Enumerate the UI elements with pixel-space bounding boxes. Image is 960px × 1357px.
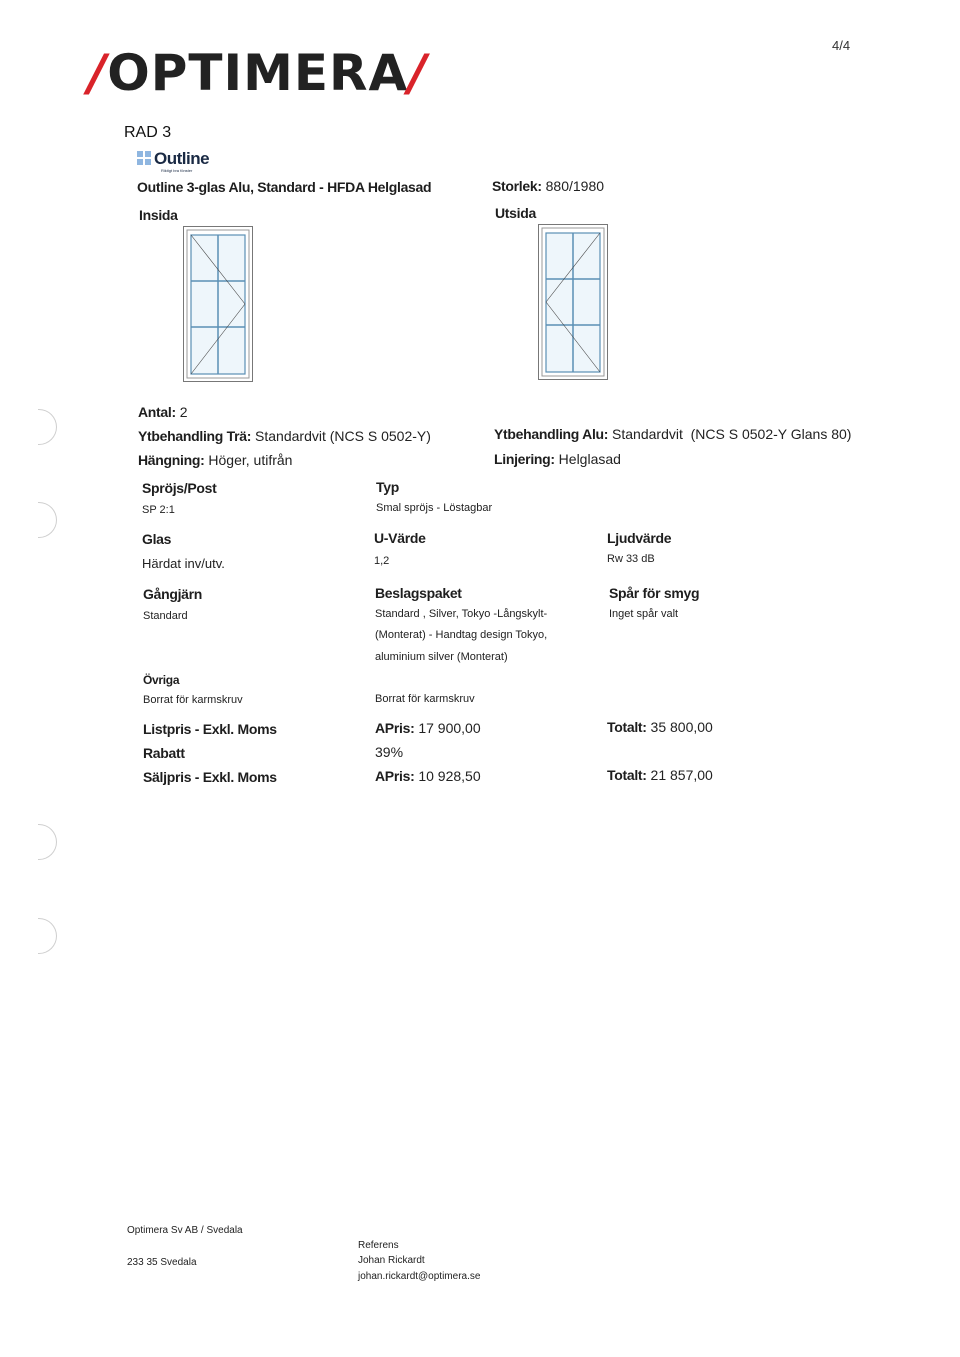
alu-finish-label: Ytbehandling Alu: (494, 426, 609, 442)
brand-tagline: Riktigt bra fönster (161, 168, 193, 173)
sale-unit-price (375, 768, 481, 784)
sound-value: Rw 33 dB (607, 553, 655, 565)
outline-brand-icon (137, 151, 151, 165)
list-total (607, 719, 713, 735)
window-drawing-outside (538, 224, 608, 380)
quantity-field (138, 404, 188, 420)
wood-finish-label: Ytbehandling Trä: (138, 428, 252, 444)
list-total-label: Totalt: (607, 719, 647, 735)
glass-label: Glas (142, 531, 172, 547)
size-value: 880/1980 (545, 178, 605, 194)
lining-label: Linjering: (494, 451, 555, 467)
hinging-label: Hängning: (138, 452, 205, 468)
optimera-logo (88, 44, 428, 102)
muntin-value: SP 2:1 (142, 504, 175, 516)
sale-total (607, 767, 713, 783)
list-unit-label: APris: (375, 720, 415, 736)
hinge-value: Standard (143, 610, 188, 622)
lining-value: Helglasad (558, 451, 621, 467)
list-price-label: Listpris - Exkl. Moms (143, 721, 277, 737)
sale-unit-label: APris: (375, 768, 415, 784)
sound-label: Ljudvärde (607, 530, 672, 546)
footer-reference-name: Johan Rickardt (358, 1255, 425, 1266)
quantity-value: 2 (179, 404, 188, 420)
hardware-label: Beslagspaket (375, 585, 462, 601)
other-value-2: Borrat för karmskruv (375, 693, 475, 705)
quantity-label: Antal: (138, 404, 176, 420)
brand-name: Outline (154, 149, 210, 168)
sale-price-label: Säljpris - Exkl. Moms (143, 769, 277, 785)
other-label: Övriga (143, 673, 180, 687)
logo-text: OPTIMERA (107, 44, 409, 102)
list-unit-value: 17 900,00 (418, 720, 481, 736)
other-value: Borrat för karmskruv (143, 694, 243, 706)
sale-total-label: Totalt: (607, 767, 647, 783)
wood-finish-field (138, 428, 431, 444)
hardware-line-3: aluminium silver (Monterat) (375, 651, 508, 663)
alu-finish-field (494, 426, 851, 442)
hinging-field (138, 452, 292, 468)
type-value: Smal spröjs - Löstagbar (376, 502, 493, 514)
list-total-value: 35 800,00 (650, 719, 713, 735)
hinge-label: Gångjärn (143, 586, 203, 602)
discount-value: 39% (375, 744, 404, 760)
inside-label: Insida (139, 207, 178, 223)
footer-company: Optimera Sv AB / Svedala (127, 1225, 243, 1236)
binder-hole (38, 409, 57, 445)
logo-slash-right: / (408, 44, 428, 102)
sale-total-value: 21 857,00 (650, 767, 713, 783)
size-label: Storlek: (492, 178, 542, 194)
size-field (492, 178, 604, 194)
discount-label: Rabatt (143, 745, 185, 761)
hardware-line-2: (Monterat) - Handtag design Tokyo, (375, 629, 548, 641)
binder-hole (38, 824, 57, 860)
sale-unit-value: 10 928,50 (418, 768, 481, 784)
logo-slash-left: / (88, 44, 108, 102)
list-unit-price (375, 720, 481, 736)
hardware-line-1: Standard , Silver, Tokyo -Långskylt- (375, 608, 548, 620)
wood-finish-value: Standardvit (NCS S 0502-Y) (255, 428, 431, 444)
footer-reference-label: Referens (358, 1240, 399, 1251)
groove-label: Spår för smyg (609, 585, 700, 601)
product-title: Outline 3-glas Alu, Standard - HFDA Helglasad (137, 179, 432, 195)
row-title: RAD 3 (124, 124, 172, 141)
hinging-value: Höger, utifrån (208, 452, 293, 468)
glass-value: Härdat inv/utv. (142, 556, 225, 571)
binder-hole (38, 502, 57, 538)
u-value-label: U-Värde (374, 530, 426, 546)
u-value-value: 1,2 (374, 555, 390, 567)
footer-address: 233 35 Svedala (127, 1257, 197, 1268)
type-label: Typ (376, 479, 399, 495)
muntin-label: Spröjs/Post (142, 480, 217, 496)
alu-finish-value: Standardvit (NCS S 0502-Y Glans 80) (612, 426, 852, 442)
outside-label: Utsida (495, 205, 536, 221)
binder-hole (38, 918, 57, 954)
lining-field (494, 451, 621, 467)
footer-reference-email: johan.rickardt@optimera.se (358, 1271, 481, 1282)
window-drawing-inside (183, 226, 253, 382)
page-number: 4/4 (832, 38, 851, 53)
groove-value: Inget spår valt (609, 608, 679, 620)
